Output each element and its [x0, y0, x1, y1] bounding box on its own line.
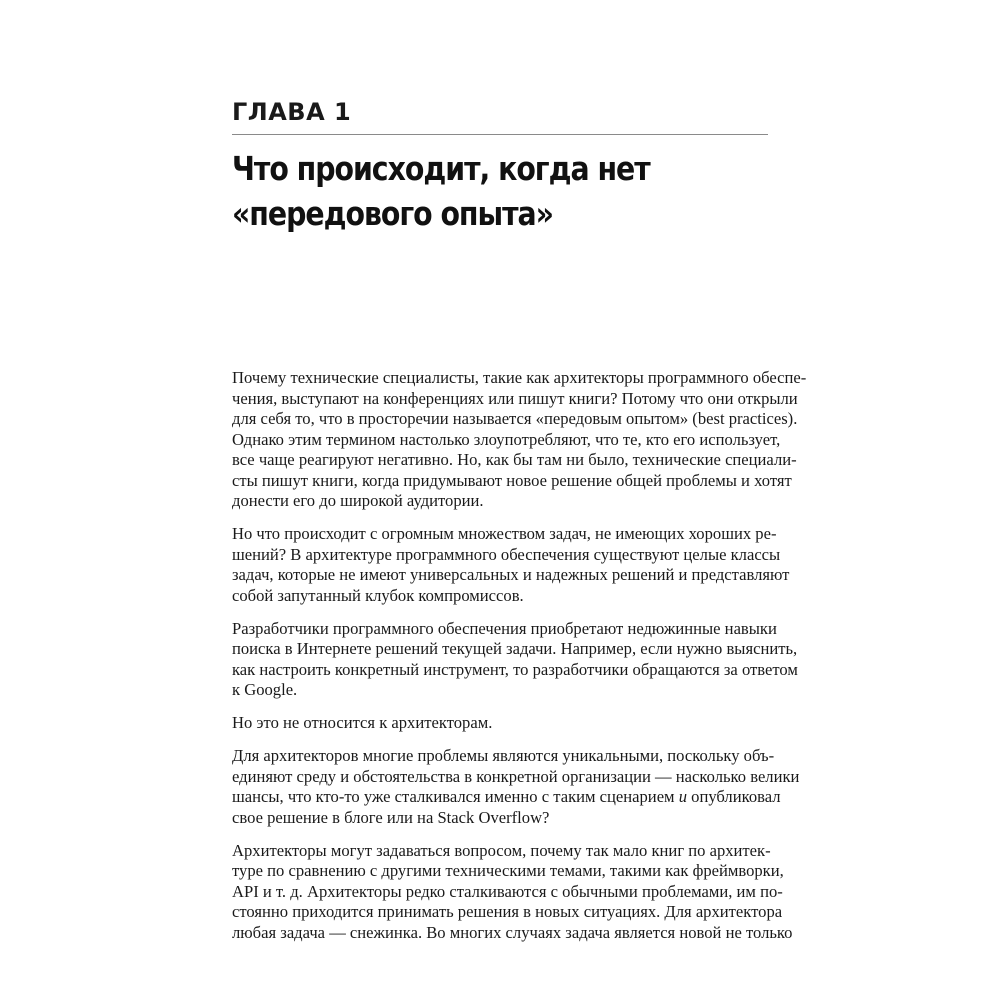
chapter-title [232, 146, 714, 236]
paragraph [232, 746, 800, 828]
text-line: свое решение в блоге или на Stack Overflow? [232, 807, 550, 827]
text-line: донести его до широкой аудитории. [232, 491, 484, 510]
text-line: стоянно приходится принимать решения в новых ситуациях. Для архитектора [232, 902, 783, 921]
text-line: туре по сравнению с другими техническими темами, такими как фреймворки, [232, 861, 784, 880]
emphasis: и [678, 787, 687, 806]
text-line: любая задача — снежинка. Во многих случаях задача является новой не только [232, 922, 793, 942]
text-line: как настроить конкретный инструмент, то разработчики обращаются за ответом [232, 659, 798, 679]
chapter-title-line: «передового опыта» [232, 194, 553, 233]
text-line: Но это не относится к архитекторам. [232, 713, 493, 732]
text-line: единяют среду и обстоятельства в конкретной организации — насколько велики [232, 766, 800, 786]
paragraph [232, 618, 798, 701]
text-line: Разработчики программного обеспечения приобретают недюжинные навыки [232, 618, 777, 638]
text-line: сты пишут книги, когда придумывают новое решение общей проблемы и хотят [232, 470, 792, 490]
text-line: Для архитекторов многие проблемы являются уникальными, поскольку объ- [232, 746, 775, 765]
text-line: Однако этим термином настолько злоупотребляют, что те, кто его использует, [232, 429, 781, 449]
text-line: Архитекторы могут задаваться вопросом, почему так мало книг по архитек- [232, 840, 771, 860]
text-line: к Google. [232, 680, 298, 699]
chapter-divider [232, 134, 768, 135]
body-text [232, 368, 807, 956]
text-line: API и т. д. Архитекторы редко сталкиваются с обычными проблемами, им по- [232, 881, 783, 901]
text-line: Но что происходит с огромным множеством задач, не имеющих хороших ре- [232, 524, 777, 543]
text-line: чения, выступают на конференциях или пишут книги? Потому что они открыли [232, 388, 798, 408]
text-line: Почему технические специалисты, такие как архитекторы программного обеспе- [232, 368, 807, 387]
text-line: шений? В архитектуре программного обеспечения существуют целые классы [232, 544, 781, 564]
paragraph [232, 713, 768, 734]
chapter-label: ГЛАВА 1 [232, 98, 352, 126]
text-line: все чаще реагируют негативно. Но, как бы там ни было, технические специали- [232, 450, 797, 469]
chapter-title-line: Что происходит, когда нет [232, 149, 650, 188]
paragraph [232, 368, 807, 512]
paragraph [232, 524, 790, 606]
text-line: для себя то, что в просторечии называется «передовым опытом» (best practices). [232, 409, 798, 428]
text-line: поиска в Интернете решений текущей задачи. Например, если нужно выяснить, [232, 639, 798, 658]
text-line: собой запутанный клубок компромиссов. [232, 585, 524, 605]
text-line: задач, которые не имеют универсальных и надежных решений и представляют [232, 565, 790, 584]
text-line: шансы, что кто-то уже сталкивался именно с таким сценарием и опубликовал [232, 787, 781, 806]
paragraph [232, 840, 793, 944]
